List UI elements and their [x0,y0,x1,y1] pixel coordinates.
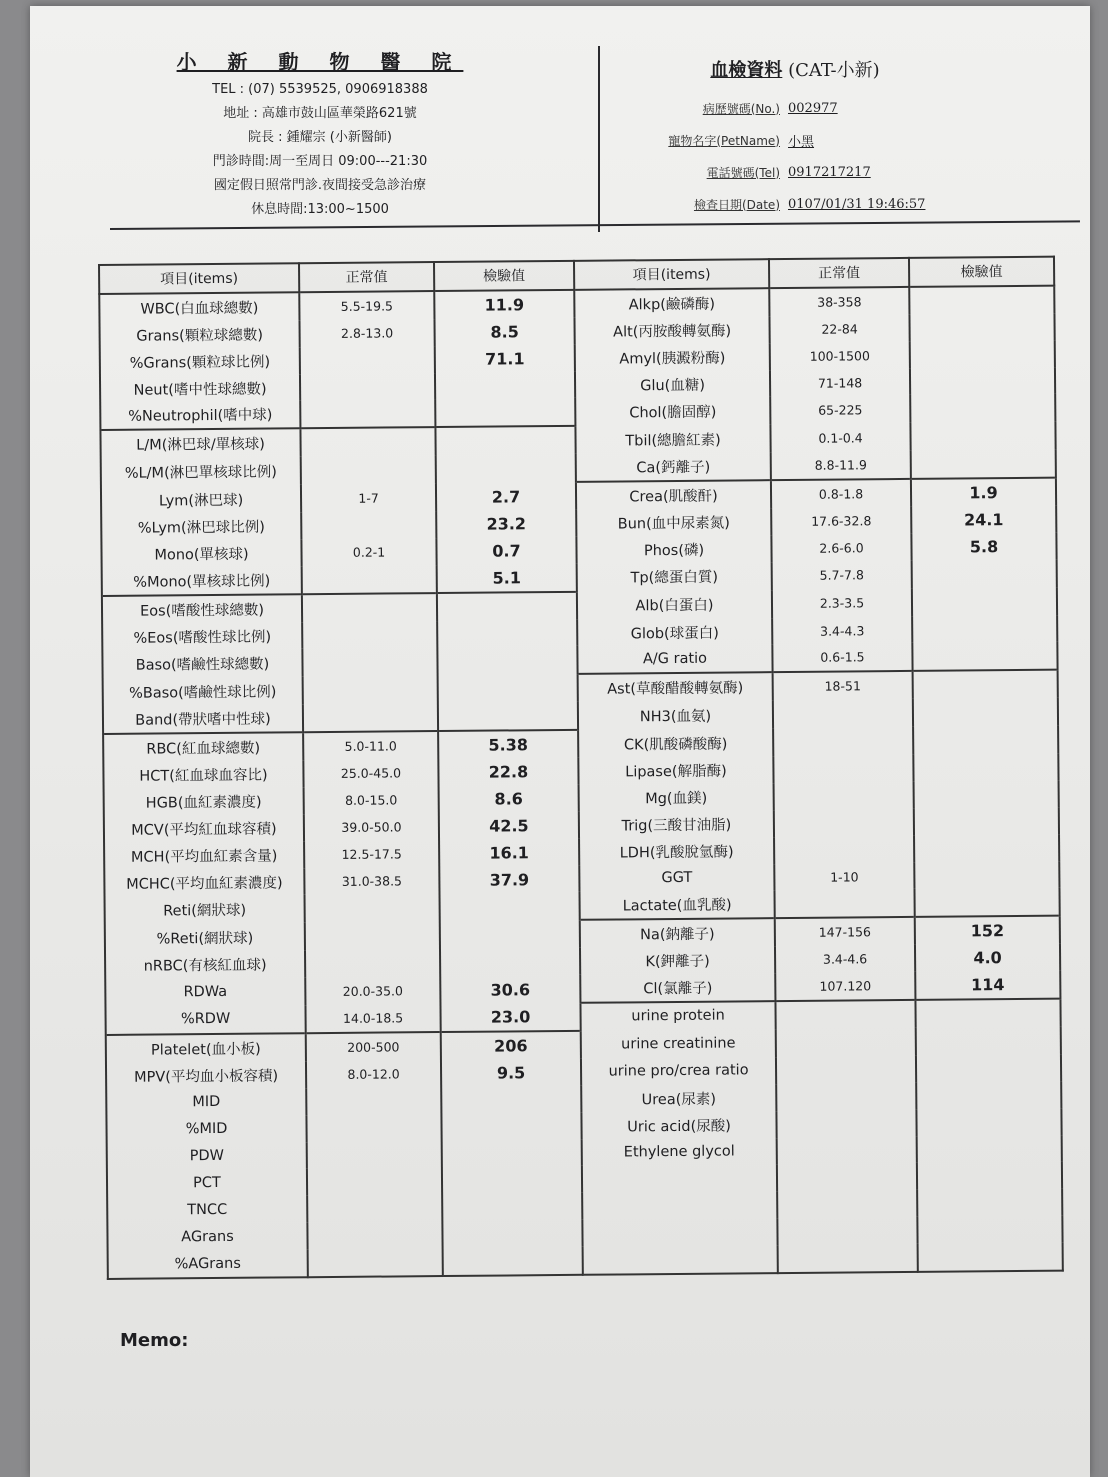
normal-range-cell [300,427,435,456]
item-cell: WBC(白血球總數) [99,292,299,322]
result-value-cell: 37.9 [439,865,579,893]
normal-range-cell [307,1167,442,1195]
result-value-cell: 24.1 [911,506,1056,534]
result-value-cell [914,888,1059,917]
result-value-cell [910,422,1055,451]
normal-range-cell: 22-84 [769,315,909,343]
clinic-hours: 門診時間:周一至周日 09:00---21:30 [212,154,428,169]
result-value-cell [437,592,577,621]
result-value-cell [912,559,1057,588]
normal-range-cell [773,727,913,756]
item-cell [582,1218,777,1247]
item-cell: Lactate(血乳酸) [580,891,775,921]
result-value-cell [441,1086,581,1114]
result-value-cell [442,1166,582,1194]
normal-range-cell: 0.2-1 [301,538,436,566]
normal-range-cell [306,1087,441,1115]
result-value-cell [912,642,1057,671]
record-subject: (CAT-小新) [788,60,880,81]
result-value-cell: 16.1 [439,839,579,867]
header-items-left: 項目(items) [99,263,299,294]
result-value-cell [913,754,1058,782]
result-value-cell [913,698,1058,727]
normal-range-cell [307,1194,442,1222]
item-cell: RBC(紅血球總數) [103,732,303,762]
result-value-cell [909,313,1054,341]
item-cell: Grans(顆粒球總數) [100,320,300,349]
item-cell: %L/M(淋巴單核球比例) [101,456,301,486]
normal-range-cell [302,621,437,649]
result-value-cell: 22.8 [438,758,578,786]
normal-range-cell [778,1244,918,1273]
record-field [630,188,960,220]
normal-range-cell [307,1141,442,1169]
result-value-cell [443,1247,583,1276]
item-cell: MID [106,1088,306,1117]
result-value-cell [914,834,1059,862]
normal-range-cell: 147-156 [775,917,915,946]
result-value-cell [915,999,1060,1028]
item-cell: %MID [106,1115,306,1144]
normal-range-cell: 17.6-32.8 [771,507,911,535]
normal-range-cell [302,565,437,594]
item-cell: GGT [579,864,774,893]
item-cell: Alb(白蛋白) [577,590,772,620]
item-cell: MCHC(平均血紅素濃度) [104,868,304,897]
record-field-value: 0107/01/31 19:46:57 [788,196,926,212]
clinic-director: 院長 : 鍾耀宗 (小新醫師) [248,130,392,145]
item-cell: Chol(膽固醇) [575,397,770,427]
normal-range-cell [303,703,438,732]
record-field-label: 檢查日期(Date) [693,197,780,212]
record-info [630,56,960,220]
lab-results-body [99,286,1063,1279]
result-value-cell: 11.9 [434,290,574,319]
result-value-cell [913,670,1058,699]
item-cell: Alt(丙胺酸轉氨酶) [574,316,769,345]
result-value-cell: 8.6 [439,785,579,813]
item-cell: Lipase(解脂酶) [578,756,773,785]
item-cell: A/G ratio [577,645,772,675]
normal-range-cell [776,1056,916,1084]
result-value-cell [917,1189,1062,1217]
normal-range-cell [776,1083,916,1111]
result-value-cell [912,587,1057,616]
item-cell: AGrans [107,1222,307,1251]
item-cell: %Grans(顆粒球比例) [100,347,300,376]
item-cell: Alkp(鹼磷酶) [574,288,769,318]
item-cell: Mg(血鎂) [579,783,774,812]
result-value-cell: 42.5 [439,812,579,840]
record-title [630,56,960,82]
item-cell: %RDW [105,1005,305,1035]
clinic-tel: TEL : (07) 5539525, 0906918388 [212,82,428,97]
normal-range-cell: 14.0-18.5 [305,1004,440,1033]
item-cell: %Baso(嗜鹼性球比例) [103,677,303,707]
clinic-name: 小 新 動 物 醫 院 [176,50,464,74]
item-cell: Ast(草酸醋酸轉氨酶) [578,672,773,702]
normal-range-cell: 8.8-11.9 [771,451,911,480]
result-value-cell: 23.2 [436,510,576,538]
normal-range-cell [777,1217,917,1245]
result-value-cell [440,920,580,949]
result-value-cell [435,426,575,455]
normal-range-cell: 38-358 [769,287,909,316]
normal-range-cell: 31.0-38.5 [304,867,439,895]
normal-range-cell: 100-1500 [770,342,910,370]
item-cell: %Eos(嗜酸性球比例) [102,622,302,651]
item-cell: Reti(網狀球) [105,895,305,925]
result-value-cell [441,1112,581,1140]
record-field-value: 002977 [788,100,838,116]
item-cell: Ethylene glycol [582,1138,777,1167]
result-value-cell [916,1054,1061,1082]
item-cell: nRBC(有核紅血球) [105,950,305,979]
result-value-cell [910,394,1055,423]
item-cell [582,1191,777,1220]
normal-range-cell [776,1028,916,1057]
item-cell: Bun(血中尿素氮) [576,508,771,537]
record-field [630,124,960,156]
item-cell: Ca(鈣離子) [576,452,771,482]
record-field-value: 小黑 [788,134,815,150]
result-value-cell [914,861,1059,889]
memo-label: Memo: [120,1330,189,1351]
item-cell: K(鉀離子) [580,946,775,975]
result-value-cell [442,1220,582,1248]
result-value-cell: 5.1 [437,564,577,593]
normal-range-cell [774,782,914,810]
item-cell: TNCC [107,1195,307,1224]
item-cell: %Reti(網狀球) [105,923,305,953]
normal-range-cell: 2.3-3.5 [772,589,912,618]
result-value-cell [436,454,576,483]
item-cell: %Neutrophil(嗜中球) [100,401,300,431]
normal-range-cell [774,809,914,837]
result-value-cell: 71.1 [435,345,575,373]
result-value-cell: 8.5 [434,318,574,346]
normal-range-cell: 25.0-45.0 [303,759,438,787]
normal-range-cell: 0.1-0.4 [770,423,910,452]
item-cell: Mono(單核球) [101,539,301,568]
item-cell: urine creatinine [581,1029,776,1059]
result-value-cell [913,726,1058,755]
result-value-cell [917,1162,1062,1190]
normal-range-cell: 20.0-35.0 [305,976,440,1005]
lab-results-table [98,256,1064,1280]
normal-range-cell [303,675,438,704]
result-value-cell: 5.8 [911,533,1056,561]
item-cell: Band(帶狀嗜中性球) [103,704,303,734]
normal-range-cell [773,755,913,783]
result-value-cell [910,367,1055,395]
item-cell: PDW [107,1142,307,1171]
normal-range-cell [308,1248,443,1277]
header-items-right: 項目(items) [574,259,769,290]
normal-range-cell [777,1163,917,1191]
normal-range-cell: 8.0-12.0 [306,1060,441,1088]
normal-range-cell: 107.120 [775,972,915,1001]
clinic-header [150,48,490,222]
record-field-value: 0917217217 [788,164,871,180]
result-value-cell [909,286,1054,315]
result-value-cell: 0.7 [436,537,576,565]
item-cell: HCT(紅血球血容比) [103,760,303,789]
normal-range-cell: 3.4-4.3 [772,616,912,644]
normal-range-cell [777,1190,917,1218]
item-cell: Cl(氯離子) [580,973,775,1003]
item-cell: L/M(淋巴球/單核球) [100,429,300,459]
result-value-cell: 23.0 [440,1003,580,1032]
item-cell: Na(鈉離子) [580,918,775,948]
record-title-text: 血檢資料 [710,60,783,81]
item-cell: %Mono(單核球比例) [102,566,302,596]
result-value-cell [911,450,1056,479]
item-cell: Uric acid(尿酸) [581,1111,776,1140]
item-cell: Baso(嗜鹼性球總數) [102,649,302,679]
normal-range-cell [774,889,914,918]
item-cell: Phos(磷) [576,535,771,564]
item-cell: NH3(血氨) [578,700,773,730]
result-value-cell: 4.0 [915,944,1060,972]
record-field-label: 寵物名字(PetName) [668,133,780,148]
normal-range-cell [302,593,437,622]
result-value-cell: 1.9 [911,478,1056,507]
item-cell: CK(肌酸磷酸酶) [578,728,773,758]
result-value-cell: 9.5 [441,1059,581,1087]
item-cell: Tbil(總膽紅素) [575,424,770,454]
result-value-cell: 206 [441,1031,581,1060]
result-value-cell [435,398,575,427]
item-cell: Neut(嗜中性球總數) [100,374,300,403]
normal-range-cell: 3.4-4.6 [775,945,915,973]
normal-range-cell [306,1114,441,1142]
result-value-cell [442,1139,582,1167]
result-value-cell [916,1027,1061,1056]
normal-range-cell [776,1109,916,1137]
normal-range-cell: 39.0-50.0 [304,813,439,841]
normal-range-cell: 5.7-7.8 [772,561,912,590]
result-value-cell [438,702,578,731]
item-cell: urine pro/crea ratio [581,1057,776,1086]
header-result-right: 檢驗值 [909,257,1054,287]
item-cell: MCV(平均紅血球容積) [104,814,304,843]
header-result-left: 檢驗值 [434,261,574,291]
item-cell: Glob(球蛋白) [577,618,772,647]
normal-range-cell: 8.0-15.0 [304,786,439,814]
result-value-cell [442,1193,582,1221]
result-value-cell [438,674,578,703]
normal-range-cell: 0.8-1.8 [771,479,911,508]
result-value-cell: 152 [915,916,1060,945]
result-value-cell [916,1081,1061,1109]
item-cell: Glu(血糖) [575,370,770,399]
header-normal-right: 正常值 [769,258,909,288]
item-cell: Amyl(胰澱粉酶) [575,343,770,372]
result-value-cell: 30.6 [440,975,580,1004]
normal-range-cell: 71-148 [770,368,910,396]
normal-range-cell: 200-500 [306,1032,441,1061]
result-value-cell: 5.38 [438,730,578,759]
normal-range-cell [300,373,435,401]
normal-range-cell [301,455,436,484]
normal-range-cell: 2.8-13.0 [299,319,434,347]
normal-range-cell [777,1136,917,1164]
item-cell: %AGrans [108,1249,308,1279]
item-cell: Eos(嗜酸性球總數) [102,594,302,624]
item-cell: LDH(乳酸脫氫酶) [579,837,774,866]
result-value-cell [437,646,577,675]
item-cell: urine protein [580,1001,775,1031]
item-cell: %Lym(淋巴球比例) [101,512,301,541]
clinic-rest: 休息時間:13:00~1500 [251,202,389,217]
item-cell: HGB(血紅素濃度) [104,787,304,816]
item-cell: MPV(平均血小板容積) [106,1061,306,1090]
record-field [630,156,960,188]
item-cell [582,1165,777,1194]
normal-range-cell [300,400,435,429]
item-cell: RDWa [105,977,305,1007]
normal-range-cell [305,921,440,950]
record-field [630,92,960,124]
result-value-cell [910,340,1055,368]
normal-range-cell: 18-51 [773,671,913,700]
result-value-cell [917,1216,1062,1244]
item-cell: Crea(肌酸酐) [576,480,771,510]
record-field-label: 電話號碼(Tel) [706,165,780,180]
normal-range-cell: 0.6-1.5 [772,643,912,672]
clinic-address: 地址 : 高雄市鼓山區華榮路621號 [223,106,417,121]
result-value-cell [912,615,1057,643]
item-cell: Platelet(血小板) [106,1033,306,1063]
result-value-cell [440,948,580,976]
result-value-cell [918,1243,1063,1272]
item-cell: Urea(尿素) [581,1084,776,1113]
normal-range-cell [775,1000,915,1029]
header-normal-left: 正常值 [299,262,434,292]
item-cell: MCH(平均血紅素含量) [104,841,304,870]
normal-range-cell [300,346,435,374]
normal-range-cell: 2.6-6.0 [771,534,911,562]
result-value-cell [917,1135,1062,1163]
item-cell: PCT [107,1169,307,1198]
result-value-cell [437,619,577,647]
normal-range-cell [774,836,914,864]
result-value-cell [435,371,575,399]
normal-range-cell: 5.0-11.0 [303,731,438,760]
result-value-cell [916,1108,1061,1136]
item-cell: Trig(三酸甘油脂) [579,810,774,839]
normal-range-cell: 5.5-19.5 [299,291,434,320]
clinic-holiday: 國定假日照常門診.夜間接受急診治療 [213,178,427,193]
normal-range-cell: 1-10 [774,862,914,890]
header-vertical-divider [598,46,600,232]
record-field-label: 病歷號碼(No.) [702,101,780,116]
normal-range-cell [307,1221,442,1249]
result-value-cell [440,892,580,921]
normal-range-cell: 12.5-17.5 [304,840,439,868]
result-value-cell: 2.7 [436,482,576,511]
result-value-cell [914,807,1059,835]
normal-range-cell [301,511,436,539]
result-value-cell: 114 [915,971,1060,1000]
normal-range-cell [302,648,437,677]
normal-range-cell: 1-7 [301,483,436,512]
normal-range-cell [773,699,913,728]
normal-range-cell: 65-225 [770,395,910,424]
normal-range-cell [305,949,440,977]
item-cell: Tp(總蛋白質) [577,562,772,592]
item-cell: Lym(淋巴球) [101,484,301,514]
item-cell [583,1245,778,1275]
normal-range-cell [305,894,440,923]
result-value-cell [914,781,1059,809]
